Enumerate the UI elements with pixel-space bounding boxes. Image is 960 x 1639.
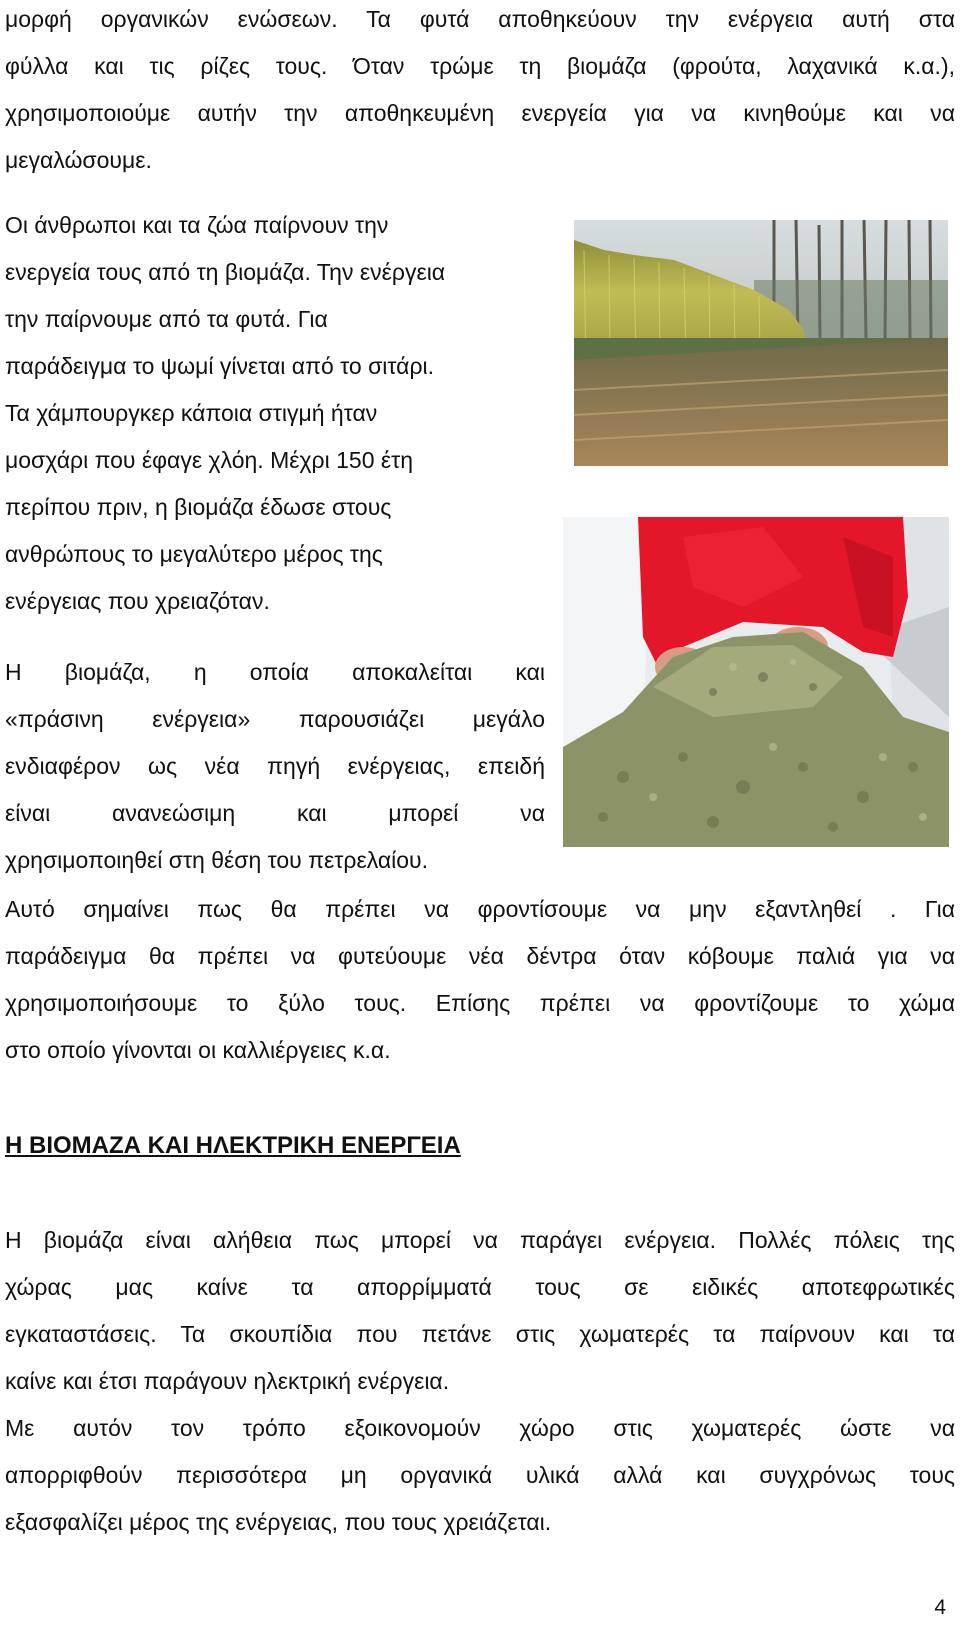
- people-paragraph: [5, 202, 545, 625]
- text-line: στο οποίο γίνονται οι καλλιέργειες κ.α.: [5, 1037, 391, 1063]
- page-number: 4: [934, 1596, 946, 1619]
- text-line: Με αυτόν τον τρόπο εξοικονομούν χώρο στις χωματερές ώστε να: [5, 1415, 955, 1441]
- text-line: είναι ανανεώσιμη και μπορεί να: [5, 800, 545, 826]
- text-line: χρησιμοποιήσουμε το ξύλο τους. Επίσης πρέπει να φροντίζουμε το χώμα: [5, 990, 955, 1016]
- green-energy-paragraph: [5, 649, 545, 884]
- text-line: την παίρνουμε από τα φυτά. Για: [5, 306, 328, 332]
- text-line: παράδειγμα θα πρέπει να φυτεύουμε νέα δέντρα όταν κόβουμε παλιά για να: [5, 943, 955, 969]
- text-line: εξασφαλίζει μέρος της ενέργειας, που τους χρειάζεται.: [5, 1509, 552, 1535]
- text-line: Τα χάμπουργκερ κάποια στιγμή ήταν: [5, 400, 378, 426]
- willow-field-photo: [574, 220, 948, 466]
- text-line: μορφή οργανικών ενώσεων. Τα φυτά αποθηκεύουν την ενέργεια αυτή στα: [5, 6, 955, 32]
- text-line: χρησιμοποιηθεί στη θέση του πετρελαίου.: [5, 847, 429, 873]
- electricity-paragraph: [5, 1217, 955, 1405]
- sustain-paragraph: [5, 886, 955, 1074]
- text-line: απορριφθούν περισσότερα μη οργανικά υλικά αλλά και συγχρόνως τους: [5, 1462, 955, 1488]
- text-line: παράδειγμα το ψωμί γίνεται από το σιτάρι.: [5, 353, 435, 379]
- text-line: ενεργεία τους από τη βιομάζα. Την ενέργεια: [5, 259, 446, 285]
- intro-paragraph: [5, 0, 955, 184]
- text-line: περίπου πριν, η βιομάζα έδωσε στους: [5, 494, 392, 520]
- text-line: ανθρώπους το μεγαλύτερο μέρος της: [5, 541, 383, 567]
- wood-chips-photo: [563, 517, 949, 847]
- text-line: χώρας μας καίνε τα απορρίμματά τους σε ειδικές αποτεφρωτικές: [5, 1274, 955, 1300]
- text-line: μοσχάρι που έφαγε χλόη. Μέχρι 150 έτη: [5, 447, 414, 473]
- text-line: Η βιομάζα είναι αλήθεια πως μπορεί να παράγει ενέργεια. Πολλές πόλεις της: [5, 1227, 955, 1253]
- section-heading: Η ΒΙΟΜΑΖΑ ΚΑΙ ΗΛΕΚΤΡΙΚΗ ΕΝΕΡΓΕΙΑ: [5, 1132, 461, 1159]
- text-line: φύλλα και τις ρίζες τους. Όταν τρώμε τη βιομάζα (φρούτα, λαχανικά κ.α.),: [5, 53, 955, 79]
- text-line: ενέργειας που χρειαζόταν.: [5, 588, 270, 614]
- text-line: ενδιαφέρον ως νέα πηγή ενέργειας, επειδή: [5, 753, 545, 779]
- text-line: Οι άνθρωποι και τα ζώα παίρνουν την: [5, 212, 389, 238]
- landfill-paragraph: [5, 1405, 955, 1546]
- text-line: Αυτό σημαίνει πως θα πρέπει να φροντίσουμε να μην εξαντληθεί . Για: [5, 896, 955, 922]
- text-line: Η βιομάζα, η οποία αποκαλείται και: [5, 659, 545, 685]
- text-line: χρησιμοποιούμε αυτήν την αποθηκευμένη ενεργεία για να κινηθούμε και να: [5, 100, 955, 126]
- text-line: μεγαλώσουμε.: [5, 147, 152, 173]
- text-line: καίνε και έτσι παράγουν ηλεκτρική ενέργεια.: [5, 1368, 450, 1394]
- text-line: εγκαταστάσεις. Τα σκουπίδια που πετάνε στις χωματερές τα παίρνουν και τα: [5, 1321, 955, 1347]
- text-line: «πράσινη ενέργεια» παρουσιάζει μεγάλο: [5, 706, 545, 732]
